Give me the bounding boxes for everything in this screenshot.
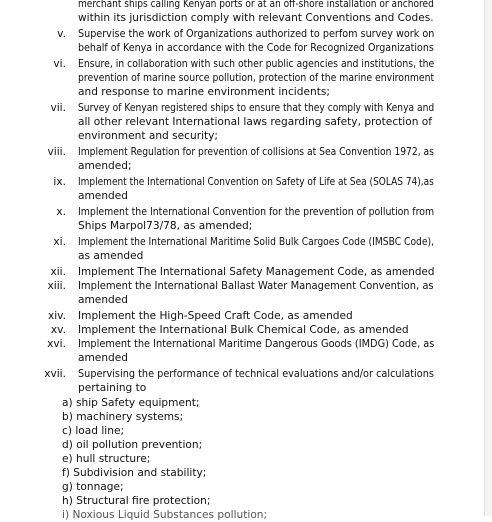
text-line: all other relevant International laws regarding safety, protection of — [78, 116, 433, 128]
sub-list-item — [62, 480, 124, 494]
sub-list-text: Subdivision and stability; — [73, 467, 207, 479]
text-line: Implement the International Ballast Water Management Convention, as — [78, 280, 434, 292]
sub-list-item — [62, 396, 199, 410]
text-line: amended; — [78, 160, 132, 172]
sub-list-letter: b) — [62, 411, 73, 423]
sub-list-text: tonnage; — [76, 481, 124, 493]
sub-list-letter: d) — [62, 439, 73, 451]
vertical-scrollbar[interactable] — [484, 0, 492, 516]
sub-list-item — [62, 410, 183, 424]
sub-list-item — [62, 424, 124, 438]
sub-list-letter: a) — [62, 397, 73, 409]
text-line: amended — [78, 352, 129, 364]
sub-list-letter: e) — [62, 453, 73, 465]
sub-list-text: machinery systems; — [76, 411, 184, 423]
text-line: amended — [78, 294, 129, 306]
text-line: Implement Regulation for prevention of collisions at Sea Convention 1972, as — [78, 146, 434, 158]
list-item-number: xvi. — [47, 338, 66, 350]
text-line: Implement the International Convention on Safety of Life at Sea (SOLAS 74),as — [78, 176, 434, 188]
sub-list-text: Structural fire protection; — [76, 495, 211, 507]
list-item-number: xi. — [53, 236, 66, 248]
list-item-number: vii. — [50, 102, 66, 114]
list-item-number: vi. — [53, 58, 66, 70]
text-line: within its jurisdiction comply with relevant Conventions and Codes. — [78, 12, 434, 24]
text-line: pertaining to — [78, 382, 147, 394]
list-item-number: x. — [56, 206, 66, 218]
list-item-number: v. — [57, 28, 66, 40]
sub-list-text: ship Safety equipment; — [76, 397, 200, 409]
list-item-number: viii. — [47, 146, 66, 158]
text-line: Implement the International Maritime Dangerous Goods (IMDG) Code, as — [78, 338, 435, 350]
text-line: environment and security; — [78, 130, 218, 142]
text-line: merchant ships calling Kenyan ports or at an off-shore installation or anchored — [78, 0, 434, 10]
text-line: prevention of marine source pollution, protection of the marine environment — [78, 72, 435, 84]
text-line: Supervise the work of Organizations authorized to perfom survey work on — [78, 28, 435, 40]
text-line: behalf of Kenya in accordance with the Code for Recognized Organizations — [78, 42, 434, 54]
sub-list-item — [62, 452, 150, 466]
text-line: Implement the International Bulk Chemical Code, as amended — [78, 324, 409, 336]
sub-list-item — [62, 494, 210, 508]
text-line: as amended — [78, 250, 144, 262]
sub-list-item — [62, 466, 206, 480]
list-item-number: xiv. — [47, 310, 66, 322]
text-line: Supervising the performance of technical evaluations and/or calculations — [78, 368, 434, 380]
sub-list-text: Noxious Liquid Substances pollution; — [72, 509, 268, 521]
sub-list-letter: g) — [62, 481, 73, 493]
text-line: Implement the International Maritime Solid Bulk Cargoes Code (IMSBC Code), — [78, 236, 435, 248]
list-item-number: xvii. — [44, 368, 66, 380]
sub-list-letter: h) — [62, 495, 73, 507]
text-line: and response to marine environment incidents; — [78, 86, 330, 98]
text-line: Implement the High-Speed Craft Code, as amended — [78, 310, 353, 322]
list-item-number: ix. — [53, 176, 66, 188]
text-line: Implement The International Safety Management Code, as amended — [78, 266, 435, 278]
sub-list-text: oil pollution prevention; — [76, 439, 203, 451]
text-line: Ships Marpol73/78, as amended; — [78, 220, 253, 232]
sub-list-item — [62, 508, 267, 522]
sub-list-text: hull structure; — [76, 453, 151, 465]
text-line: Implement the International Convention for the prevention of pollution from — [78, 206, 435, 218]
sub-list-letter: c) — [62, 425, 72, 437]
list-item-number: xv. — [50, 324, 66, 336]
sub-list-text: load line; — [75, 425, 125, 437]
text-line: Survey of Kenyan registered ships to ensure that they comply with Kenya and — [78, 102, 435, 114]
sub-list-item — [62, 438, 202, 452]
text-line: Ensure, in collaboration with such other public agencies and institutions, the — [78, 58, 435, 70]
list-item-number: xiii. — [47, 280, 66, 292]
sub-list-letter: i) — [62, 509, 70, 521]
list-item-number: xii. — [50, 266, 66, 278]
sub-list-letter: f) — [62, 467, 70, 479]
text-line: amended — [78, 190, 129, 202]
